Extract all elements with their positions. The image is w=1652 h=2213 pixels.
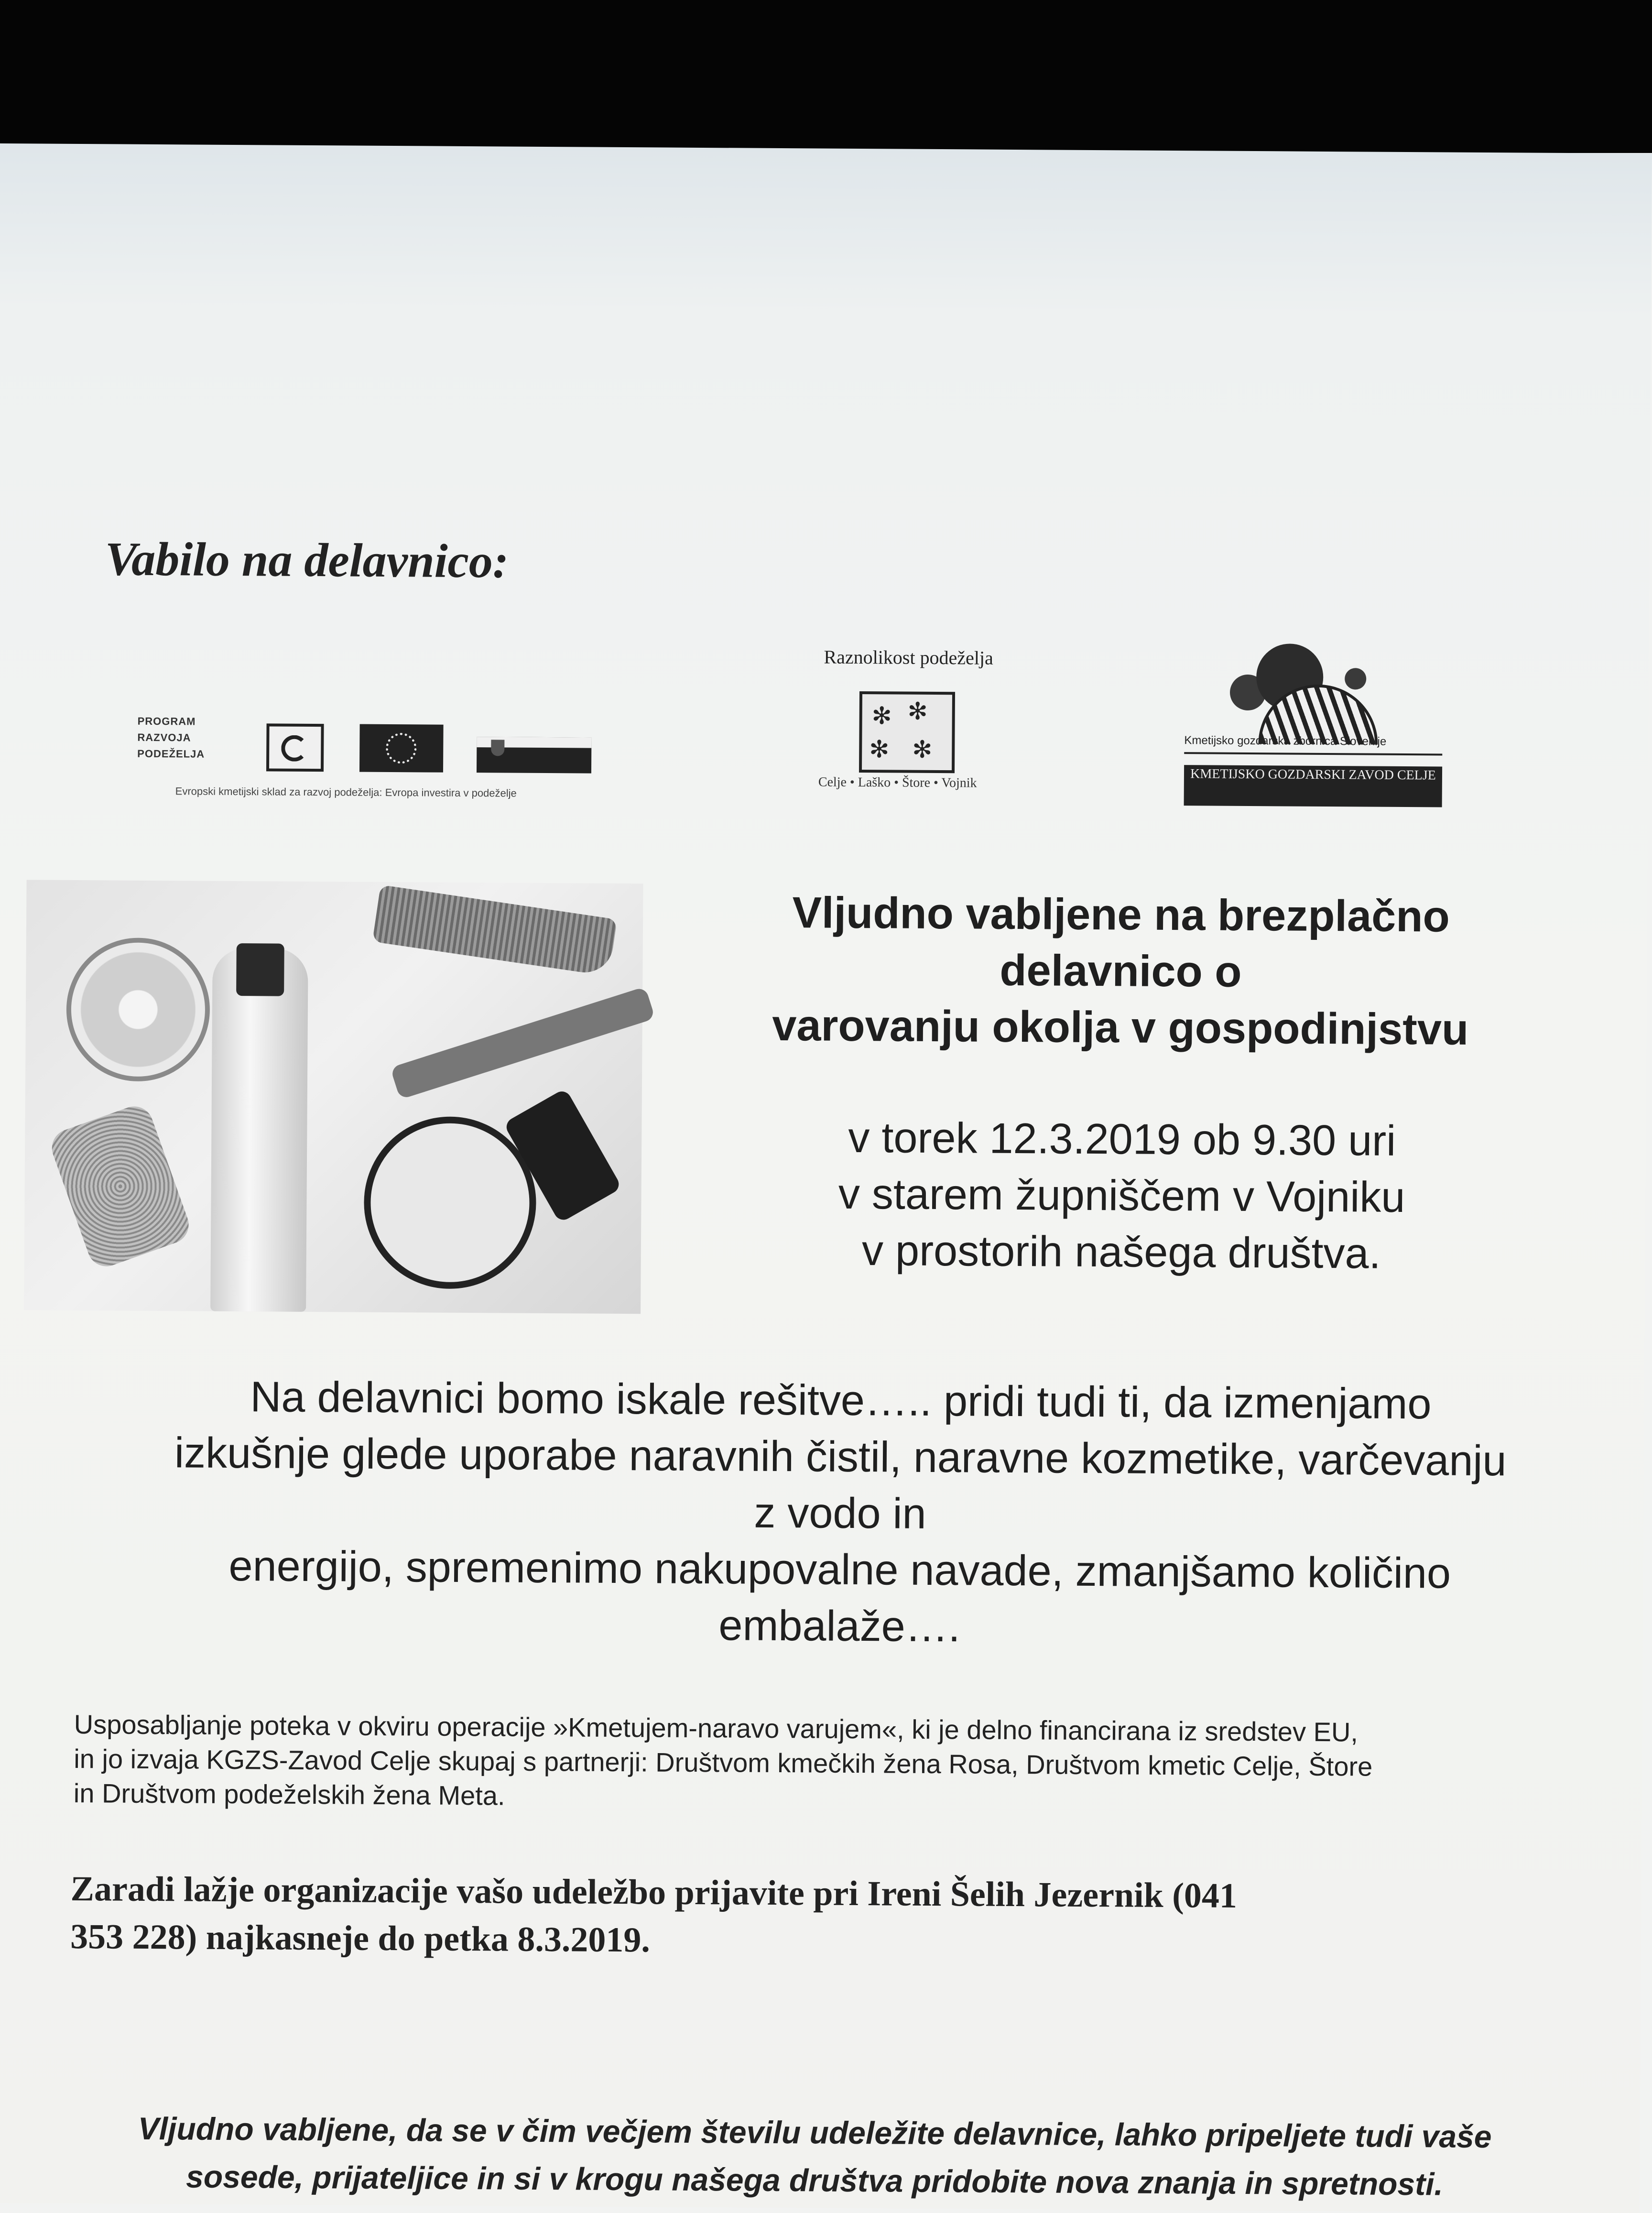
invite-line: Vljudno vabljene na brezplačno: [792, 888, 1450, 941]
registration-line: 353 228) najkasneje do petka 8.3.2019.: [70, 1917, 651, 1960]
description-line: Na delavnici bomo iskale rešitve….. pridi tudi ti, da izmenjamo: [250, 1373, 1432, 1428]
funding-line: in jo izvaja KGZS-Zavod Celje skupaj s partnerji: Društvom kmečkih žena Rosa, Društvom kmetic Celje, Štore: [74, 1744, 1373, 1782]
closing-line: sosede, prijateljice in si v krogu našega društva pridobite nova znanja in spretnosti.: [185, 2158, 1444, 2202]
invitation-title: [702, 884, 1539, 1058]
event-details: [710, 1109, 1533, 1283]
cleaning-items-photo: [24, 880, 643, 1314]
invitation-sheet: [0, 143, 1652, 2213]
funding-line: in Društvom podeželskih žena Meta.: [73, 1778, 505, 1811]
description-line: energijo, spremenimo nakupovalne navade, zmanjšamo količino: [228, 1542, 1451, 1598]
brush-image: [390, 986, 655, 1099]
program-tagline: Evropski kmetijski sklad za razvoj podeželja: Evropa investira v podeželje: [175, 785, 517, 799]
bottle-cap-image: [236, 943, 284, 996]
registration-line: Zaradi lažje organizacije vašo udeležbo prijavite pri Ireni Šelih Jezernik (041: [70, 1869, 1238, 1916]
closing-note: [59, 2104, 1570, 2209]
description-line: embalaže….: [718, 1602, 961, 1651]
sponge-image: [372, 885, 617, 976]
funding-note: [74, 1707, 1580, 1820]
program-logos: [132, 709, 591, 817]
kgzs-logo: [1182, 638, 1450, 812]
dark-background-top: [0, 0, 1652, 153]
invite-line: varovanju okolja v gospodinjstvu: [772, 1001, 1469, 1054]
event-date-time: v torek 12.3.2019 ob 9.30 uri: [848, 1113, 1396, 1165]
raznolikost-podezelja-logo: [809, 636, 1020, 800]
cork-image: [47, 1101, 194, 1272]
description-line: izkušnje glede uporabe naravnih čistil, naravne kozmetike, varčevanju: [174, 1429, 1507, 1485]
bowl-image: [363, 1116, 536, 1289]
event-location: v starem župniščem v Vojniku: [838, 1170, 1405, 1221]
glass-bottle-image: [210, 948, 308, 1312]
program-logo-text: PROGRAM RAZVOJA PODEŽELJA: [137, 715, 205, 760]
slovenia-flag-logo: [477, 737, 591, 773]
event-venue: v prostorih našega društva.: [861, 1227, 1381, 1278]
workshop-description: [84, 1368, 1597, 1659]
lemon-slice-image: [66, 938, 210, 1082]
registration-note: [70, 1865, 1553, 1970]
description-line: z vodo in: [754, 1489, 926, 1538]
leader-logo: [266, 723, 324, 772]
rp-logo-title: Raznolikost podeželja: [824, 646, 993, 669]
rp-logo-places: Celje • Laško • Štore • Vojnik: [818, 774, 977, 791]
invite-line: delavnico o: [1000, 946, 1242, 996]
page-heading: Vabilo na delavnico:: [105, 532, 509, 588]
rp-map-icon: ✻ ✻ ✻ ✻: [859, 691, 955, 773]
funding-line: Usposabljanje poteka v okviru operacije »Kmetujem-naravo varujem«, ki je delno financirana iz sredstev EU,: [74, 1709, 1359, 1747]
eu-flag-logo: [359, 724, 444, 773]
kgzs-zavod-box: KMETIJSKO GOZDARSKI ZAVOD CELJE: [1184, 765, 1443, 807]
kgzs-name: Kmetijsko gozdarska zbornica Slovenije: [1184, 734, 1387, 748]
closing-line: Vljudno vabljene, da se v čim večjem številu udeležite delavnice, lahko pripeljete tudi vaše: [138, 2110, 1492, 2155]
